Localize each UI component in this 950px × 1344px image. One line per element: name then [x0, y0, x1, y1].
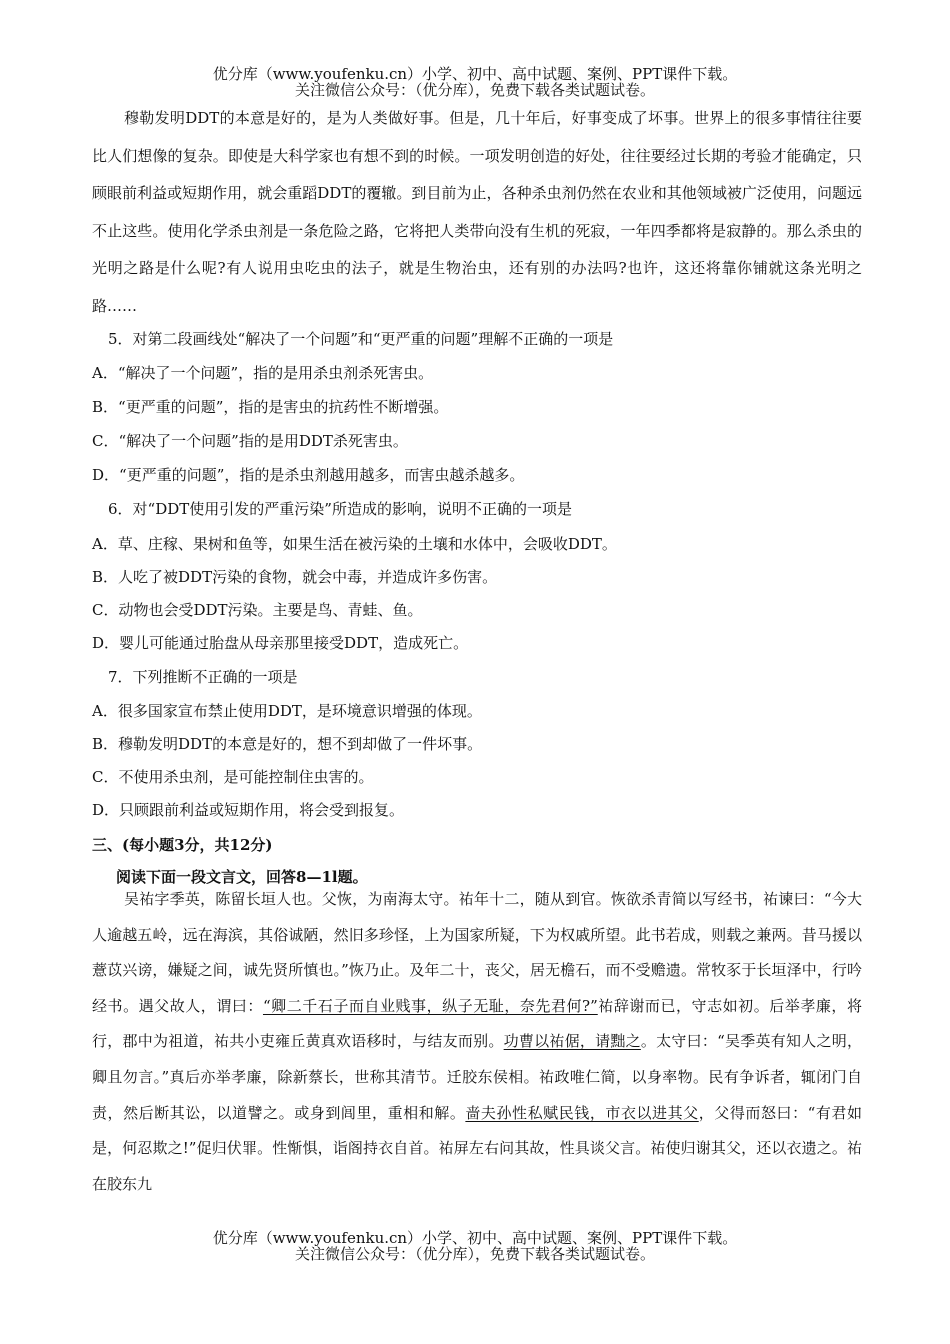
question-6-option-c: C．动物也会受DDT污染。主要是鸟、青蛙、鱼。 [92, 601, 423, 619]
footer-line-2: 关注微信公众号：（优分库），免费下载各类试题试卷。 [294, 1245, 655, 1263]
underlined-sentence-1: “卿二千石子而自业贱事，纵子无耻，奈先君何?” [262, 996, 598, 1015]
question-7-option-c: C．不使用杀虫剂，是可能控制住虫害的。 [92, 768, 374, 786]
classical-text-2: 祐辞谢而已，守志如初。后举孝廉，将行，郡中为祖道，祐共小吏雍丘黄真欢语移时，与结友而别。 [92, 996, 862, 1051]
passage-text: 穆勒发明DDT的本意是好的，是为人类做好事。但是，几十年后，好事变成了坏事。世界上的很多事情往往要比人们想像的复杂。即使是大科学家也有想不到的时候。一项发明创造的好处，往往要经过长期的考验才能确定，只顾眼前利益或短期作用，就会重蹈DDT的覆辙。到目前为止，各种杀虫剂仍然在农业和其他领域被广泛使用，问题远不止这些。使用化学杀虫剂是一条危险之路，它将把人类带向没有生机的死寂，一年四季都将是寂静的。那么杀虫的光明之路是什么呢?有人说用虫吃虫的法子，就是生物治虫，还有别的办法吗?也许，这还将靠你铺就这条光明之路…… [92, 109, 862, 315]
underlined-sentence-2: 功曹以祐倨，请黜之 [503, 1032, 641, 1051]
classical-text-1: 吴祐字季英，陈留长垣人也。父恢，为南海太守。祐年十二，随从到官。恢欲杀青简以写经书，祐谏曰：“今大人逾越五岭，远在海滨，其俗诚陋，然旧多珍怪，上为国家所疑，下为权戚所望。此书若成，则载之兼两。昔马援以薏苡兴谤，嫌疑之间，诚先贤所慎也。”恢乃止。及年二十，丧父，居无檐石，而不受赡遗。常牧豕于长垣泽中，行吟经书。遇父故人，谓曰： [92, 890, 862, 1015]
classical-text-4: ，父得而怒曰：“有君如是，何忍欺之!”促归伏罪。性惭惧，诣阁持衣自首。祐屏左右问其故，性具谈父言。祐使归谢其父，还以衣遗之。祐在胶东九 [92, 1103, 862, 1193]
question-6-stem: 6．对“DDT使用引发的严重污染”所造成的影响，说明不正确的一项是 [108, 500, 572, 518]
question-6-option-a: A．草、庄稼、果树和鱼等，如果生活在被污染的土壤和水体中，会吸收DDT。 [92, 535, 617, 553]
question-5-option-c: C．“解决了一个问题”指的是用DDT杀死害虫。 [92, 432, 408, 450]
question-5-option-d: D．“更严重的问题”，指的是杀虫剂越用越多，而害虫越杀越多。 [92, 466, 525, 484]
page-footer [0, 1230, 950, 1262]
header-line-1: 优分库（www.youfenku.cn）小学、初中、高中试题、案例、PPT课件下载。 [212, 65, 738, 83]
question-7-stem: 7．下列推断不正确的一项是 [108, 668, 298, 686]
question-7-option-b: B．穆勒发明DDT的本意是好的，想不到却做了一件坏事。 [92, 735, 483, 753]
section-heading: 三、(每小题3分，共12分) [92, 836, 273, 854]
question-5-option-a: A．“解决了一个问题”，指的是用杀虫剂杀死害虫。 [92, 364, 434, 382]
header-line-2: 关注微信公众号：（优分库），免费下载各类试题试卷。 [294, 81, 655, 99]
section-instruction: 阅读下面一段文言文，回答8—1l题。 [116, 868, 368, 886]
question-5-option-b: B．“更严重的问题”，指的是害虫的抗药性不断增强。 [92, 398, 449, 416]
question-7-option-a: A．很多国家宣布禁止使用DDT，是环境意识增强的体现。 [92, 702, 482, 720]
question-7-option-d: D．只顾跟前利益或短期作用，将会受到报复。 [92, 801, 405, 819]
question-6-option-d: D．婴儿可能通过胎盘从母亲那里接受DDT，造成死亡。 [92, 634, 469, 652]
footer-line-1: 优分库（www.youfenku.cn）小学、初中、高中试题、案例、PPT课件下载。 [212, 1229, 738, 1247]
classical-text-3: 。太守曰：“吴季英有知人之明，卿且勿言。”真后亦举孝廉，除新蔡长，世称其清节。迁胶东侯相。祐政唯仁简，以身率物。民有争诉者，辄闭门自责，然后断其讼，以道譬之。或身到闾里，重相和解。 [92, 1032, 862, 1122]
classical-passage [92, 882, 862, 1202]
question-5-stem: 5．对第二段画线处“解决了一个问题”和“更严重的问题”理解不正确的一项是 [108, 330, 614, 348]
page-header [0, 66, 950, 98]
question-6-option-b: B．人吃了被DDT污染的食物，就会中毒，并造成许多伤害。 [92, 568, 498, 586]
underlined-sentence-3: 啬夫孙性私赋民钱，市衣以进其父 [465, 1103, 699, 1122]
passage-paragraph [92, 100, 862, 326]
